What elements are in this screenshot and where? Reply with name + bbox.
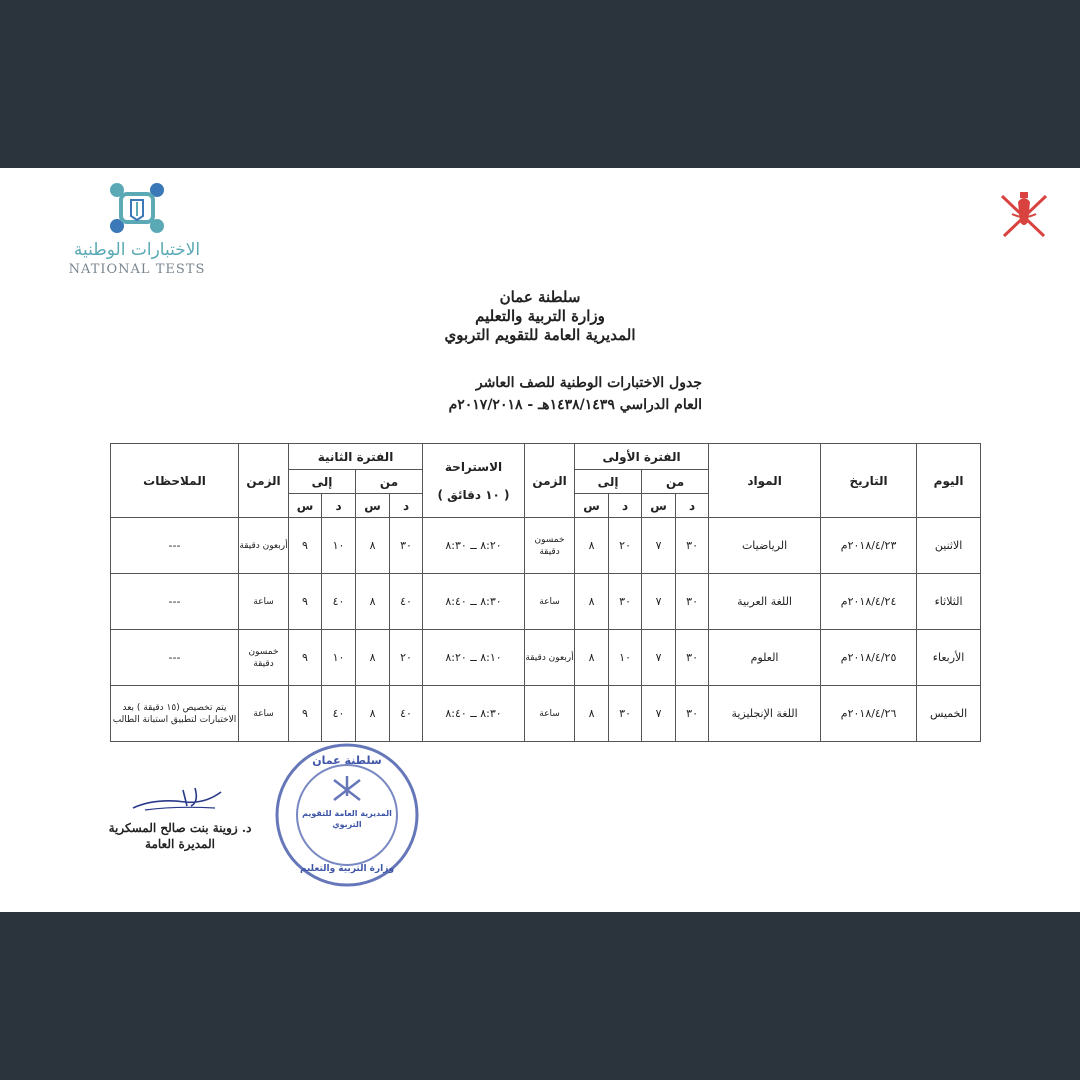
cell-p2-duration: ساعة [239,574,289,630]
table-row [111,574,981,630]
header-p1-to-minute: د [609,494,642,518]
signatory-title: المديرة العامة [145,837,215,851]
cell-p2-to-hour: ٩ [289,686,322,742]
header-p1-from: من [642,470,709,494]
cell-notes: --- [111,518,239,574]
table-header-row [111,444,981,470]
header-p1-from-minute: د [676,494,709,518]
cell-notes: --- [111,630,239,686]
cell-p1-to-minute: ٣٠ [609,686,642,742]
header-day: اليوم [917,444,981,518]
logo-english-text: NATIONAL TESTS [68,262,206,277]
cell-p2-to-minute: ٤٠ [322,686,356,742]
table-row [111,518,981,574]
stamp-bottom-text: وزارة التربية والتعليم [299,864,395,874]
cell-p1-duration: ساعة [525,574,575,630]
header-line-2: وزارة التربية والتعليم [475,307,605,325]
cell-p2-from-hour: ٨ [356,518,390,574]
cell-p2-to-hour: ٩ [289,518,322,574]
signature-scribble-icon [125,780,235,816]
cell-day: الاثنين [917,518,981,574]
header-p1-from-hour: س [642,494,676,518]
national-tests-logo-icon [107,180,167,236]
cell-subject: العلوم [709,630,821,686]
cell-p1-from-minute: ٣٠ [676,630,709,686]
cell-p1-to-hour: ٨ [575,574,609,630]
header-p2-from-minute: د [390,494,423,518]
cell-p2-from-hour: ٨ [356,574,390,630]
table-row [111,686,981,742]
cell-p1-to-minute: ١٠ [609,630,642,686]
header-duration-1: الزمن [525,444,575,518]
cell-p2-from-minute: ٣٠ [390,518,423,574]
schedule-subheader [449,372,702,416]
cell-p1-from-minute: ٣٠ [676,574,709,630]
cell-p2-from-minute: ٤٠ [390,574,423,630]
academic-year: العام الدراسي ١٤٣٨/١٤٣٩هـ - ٢٠١٧/٢٠١٨م [448,397,702,413]
header-p2-to-hour: س [289,494,322,518]
cell-p1-duration: أربعون دقيقة [525,630,575,686]
cell-p2-from-hour: ٨ [356,686,390,742]
cell-day: الثلاثاء [917,574,981,630]
header-line-1: سلطنة عمان [499,288,581,306]
cell-p1-from-hour: ٧ [642,686,676,742]
cell-p2-from-minute: ٢٠ [390,630,423,686]
header-period-2: الفترة الثانية [289,444,423,470]
cell-p1-duration: ساعة [525,686,575,742]
cell-p2-duration: أربعون دقيقة [239,518,289,574]
cell-p1-to-minute: ٢٠ [609,518,642,574]
cell-notes: --- [111,574,239,630]
cell-p1-to-hour: ٨ [575,630,609,686]
cell-p1-from-hour: ٧ [642,518,676,574]
cell-p2-to-hour: ٩ [289,574,322,630]
ministry-header [0,288,1080,345]
cell-p1-to-hour: ٨ [575,518,609,574]
cell-p1-from-hour: ٧ [642,574,676,630]
official-stamp [272,740,422,894]
table-row [111,630,981,686]
logo-arabic-text: الاختبارات الوطنية [73,240,201,260]
header-line-3: المديرية العامة للتقويم التربوي [444,326,636,344]
header-break [423,444,525,518]
cell-break: ٨:٣٠ ــ ٨:٤٠ [423,686,525,742]
header-notes: الملاحظات [111,444,239,518]
cell-p2-duration: خمسون دقيقة [239,630,289,686]
cell-p2-to-hour: ٩ [289,630,322,686]
cell-p1-to-minute: ٣٠ [609,574,642,630]
cell-date: ٢٠١٨/٤/٢٤م [821,574,917,630]
stamp-middle-text: المديرية العامة للتقويم التربوي [302,809,392,829]
cell-p2-to-minute: ٤٠ [322,574,356,630]
cell-p1-from-minute: ٣٠ [676,686,709,742]
cell-date: ٢٠١٨/٤/٢٥م [821,630,917,686]
header-p1-to: إلى [575,470,642,494]
stamp-top-text: سلطنة عمان [312,754,382,767]
cell-date: ٢٠١٨/٤/٢٦م [821,686,917,742]
cell-p2-to-minute: ١٠ [322,630,356,686]
header-period-1: الفترة الأولى [575,444,709,470]
signatory-name: د. زوينة بنت صالح المسكرية [108,821,252,835]
header-p1-to-hour: س [575,494,609,518]
header-subject: المواد [709,444,821,518]
cell-p2-to-minute: ١٠ [322,518,356,574]
cell-p1-to-hour: ٨ [575,686,609,742]
cell-subject: اللغة الإنجليزية [709,686,821,742]
header-p2-to: إلى [289,470,356,494]
cell-subject: اللغة العربية [709,574,821,630]
cell-subject: الرياضيات [709,518,821,574]
cell-break: ٨:١٠ ــ ٨:٢٠ [423,630,525,686]
header-p2-from: من [356,470,423,494]
header-date: التاريخ [821,444,917,518]
cell-date: ٢٠١٨/٤/٢٣م [821,518,917,574]
cell-day: الأربعاء [917,630,981,686]
header-p2-to-minute: د [322,494,356,518]
cell-break: ٨:٣٠ ــ ٨:٤٠ [423,574,525,630]
cell-p2-from-hour: ٨ [356,630,390,686]
header-duration-2: الزمن [239,444,289,518]
document-page [0,168,1080,912]
cell-p2-duration: ساعة [239,686,289,742]
national-tests-logo [62,180,212,277]
cell-p1-from-hour: ٧ [642,630,676,686]
cell-p1-from-minute: ٣٠ [676,518,709,574]
cell-break: ٨:٢٠ ــ ٨:٣٠ [423,518,525,574]
cell-p2-from-minute: ٤٠ [390,686,423,742]
exam-schedule-table [110,443,981,742]
header-break-note: ( ١٠ دقائق ) [437,487,510,502]
cell-day: الخميس [917,686,981,742]
signature-block [100,780,260,852]
oman-emblem-icon [996,188,1052,246]
cell-p1-duration: خمسون دقيقة [525,518,575,574]
header-p2-from-hour: س [356,494,390,518]
cell-notes: يتم تخصيص (١٥ دقيقة ) بعد الاختبارات لتطبيق استبانة الطالب [111,686,239,742]
schedule-title: جدول الاختبارات الوطنية للصف العاشر [475,375,702,391]
header-break-label: الاستراحة [444,459,503,474]
